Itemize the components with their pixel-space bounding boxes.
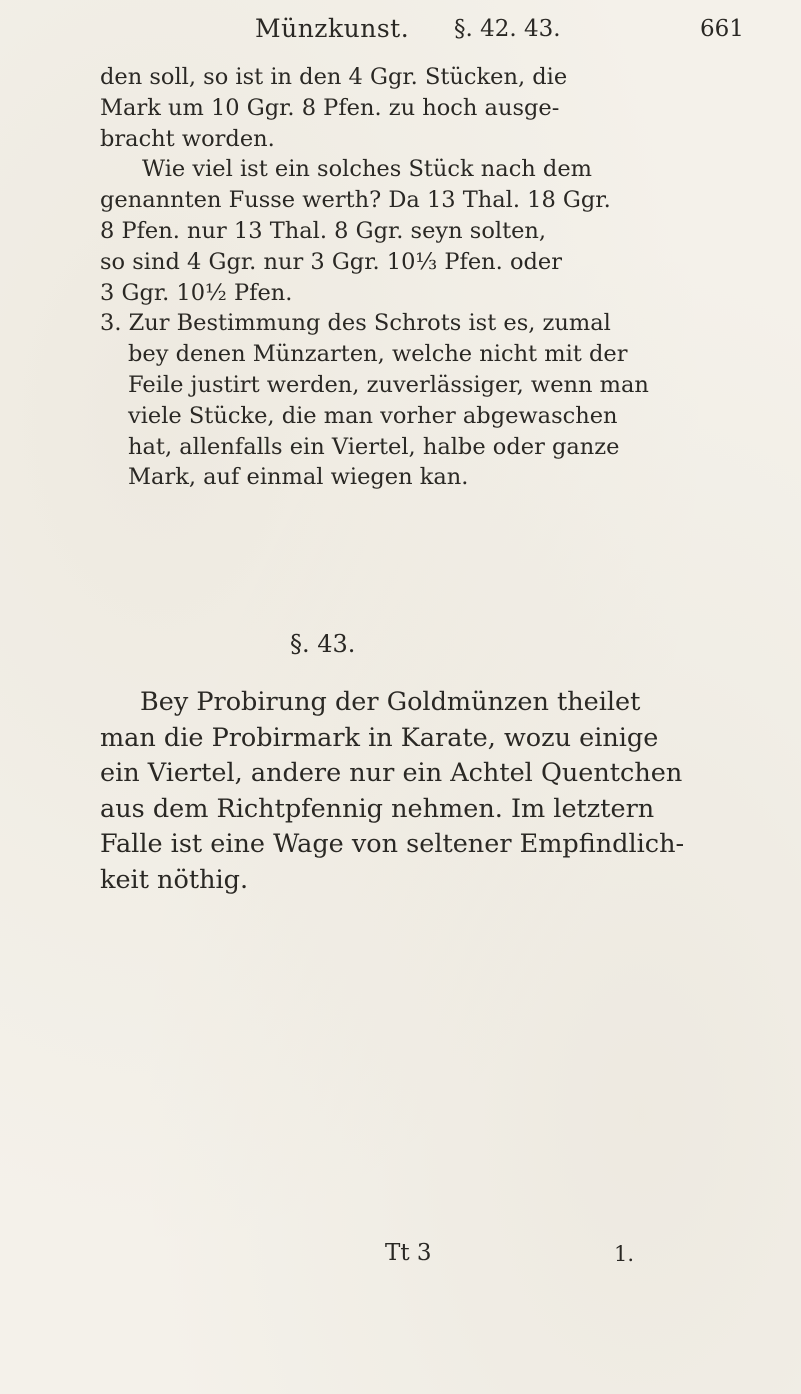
paragraph-continuation <box>100 62 700 154</box>
text-line: man die Probirmark in Karate, wozu einige <box>100 722 659 753</box>
text-line: bey denen Münzarten, welche nicht mit der <box>128 341 628 368</box>
text-line: 3 Ggr. 10½ Pfen. <box>100 279 293 306</box>
text-line: 3. Zur Bestimmung des Schrots ist es, zumal <box>100 310 611 337</box>
text-line: bracht worden. <box>100 125 275 152</box>
page-header <box>0 14 801 54</box>
text-line: genannten Fusse werth? Da 13 Thal. 18 Ggr. <box>100 187 611 214</box>
paragraph-question <box>100 154 700 308</box>
text-line: Feile justirt werden, zuverlässiger, wenn man <box>128 371 649 398</box>
text-line: den soll, so ist in den 4 Ggr. Stücken, die <box>100 64 568 90</box>
text-line: viele Stücke, die man vorher abgewaschen <box>128 402 618 429</box>
section-heading: §. 43. <box>290 630 356 658</box>
signature-mark: Tt 3 <box>385 1240 432 1266</box>
text-line: so sind 4 Ggr. nur 3 Ggr. 10⅓ Pfen. oder <box>100 248 562 275</box>
numbered-item-3 <box>100 308 700 493</box>
text-line: 8 Pfen. nur 13 Thal. 8 Ggr. seyn solten, <box>100 217 547 244</box>
text-line: Bey Probirung der Goldmünzen theilet <box>140 687 641 717</box>
section-43-text <box>100 685 740 899</box>
text-line: Mark, auf einmal wiegen kan. <box>128 464 469 491</box>
text-line: Falle ist eine Wage von seltener Empfindlich- <box>100 829 685 860</box>
body-text <box>100 62 700 493</box>
text-line: Mark um 10 Ggr. 8 Pfen. zu hoch ausge- <box>100 94 560 121</box>
text-line: ein Viertel, andere nur ein Achtel Quentchen <box>100 758 683 789</box>
text-line: aus dem Richtpfennig nehmen. Im letztern <box>100 793 655 824</box>
text-line: Wie viel ist ein solches Stück nach dem <box>142 156 592 183</box>
text-line: hat, allenfalls ein Viertel, halbe oder ganze <box>128 433 620 460</box>
catchword: 1. <box>614 1242 635 1266</box>
text-line: keit nöthig. <box>100 864 249 895</box>
page-number: 661 <box>700 16 744 42</box>
section-marks: §. 42. 43. <box>454 16 561 42</box>
page-footer <box>0 1240 801 1280</box>
running-title: Münzkunst. <box>255 14 410 43</box>
